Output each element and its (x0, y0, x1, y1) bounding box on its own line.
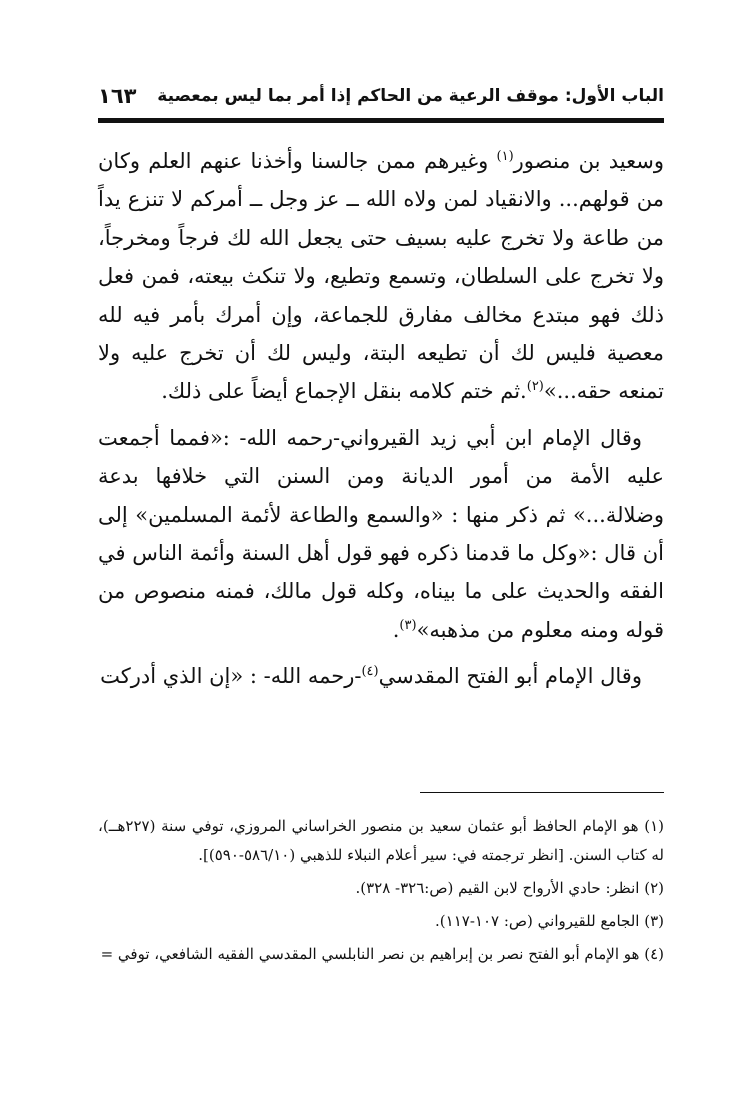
footnote-ref-2: (٢) (526, 379, 544, 395)
paragraph-1-text-a: وسعيد بن منصور (513, 149, 664, 173)
footnote-ref-3: (٣) (399, 617, 417, 633)
paragraph-2-text-a: وقال الإمام ابن أبي زيد القيرواني-رحمه الله- :«فمما أجمعت عليه الأمة من أمور الديانة ومن السنن التي خلافها بدعة وضلالة...» ثم ذكر منها : «والسمع والطاعة لأئمة المسلمين» إلى أن قال :«وكل ما قدمنا ذكره فهو قول أهل السنة وأئمة الناس في الفقه والحديث على ما بيناه، وكله قول مالك، فمنه منصوص من قوله ومنه معلوم من مذهبه» (98, 425, 664, 642)
paragraph-3 (98, 657, 664, 695)
footnote-ref-1: (١) (496, 149, 514, 164)
footnote-1 (98, 812, 664, 870)
footnote-2-mark: (٢) (644, 879, 664, 897)
paragraph-1-text-c: .ثم ختم كلامه بنقل الإجماع أيضاً على ذلك. (161, 379, 527, 404)
footnote-3 (98, 907, 664, 936)
footnote-4-text: هو الإمام أبو الفتح نصر بن إبراهيم بن نصر النابلسي المقدسي الفقيه الشافعي، توفي = (100, 945, 640, 963)
paragraph-3-text-b: -رحمه الله- : «إن الذي أدركت (100, 664, 362, 689)
main-text (98, 142, 664, 696)
footnote-ref-4: (٤) (361, 664, 379, 680)
header-rule (98, 118, 664, 123)
footnote-1-mark: (١) (644, 817, 664, 835)
footnote-4-mark: (٤) (644, 945, 664, 963)
footnote-3-mark: (٣) (644, 912, 664, 930)
footnote-2 (98, 874, 664, 903)
paragraph-1 (98, 142, 664, 411)
paragraph-2-text-b: . (392, 617, 400, 642)
footnotes (98, 812, 664, 969)
footnote-4 (98, 940, 664, 969)
paragraph-2 (98, 419, 664, 649)
paragraph-3-text-a: وقال الإمام أبو الفتح المقدسي (378, 664, 642, 689)
footnote-2-text: انظر: حادي الأرواح لابن القيم (ص:٣٢٦- ٣٢٨). (355, 879, 640, 897)
page-header (98, 84, 664, 114)
paragraph-1-text-b: وغيرهم ممن جالسنا وأخذنا عنهم العلم وكان من قولهم... والانقياد لمن ولاه الله ــ عز وجل ــ أمركم لا تنزع يداً من طاعة ولا تخرج عليه بسيف حتى يجعل الله لك فرجاً ومخرجاً، ولا تخرج على السلطان، وتسمع وتطيع، ولا تنكث بيعته، فمن فعل ذلك فهو مبتدع مخالف مفارق للجماعة، وإن أمرك بأمر فيه لله معصية فليس لك أن تطيعه البتة، وليس لك أن تخرج عليه ولا تمنعه حقه...» (98, 149, 664, 404)
footnote-separator (420, 792, 664, 793)
footnote-3-text: الجامع للقيرواني (ص: ١٠٧-١١٧). (435, 912, 640, 930)
chapter-title: الباب الأول: موقف الرعية من الحاكم إذا أمر بما ليس بمعصية (157, 86, 664, 106)
page-number: ١٦٣ (98, 84, 137, 108)
footnote-1-text: هو الإمام الحافظ أبو عثمان سعيد بن منصور الخراساني المروزي، توفي سنة (٢٢٧هــ)، له كتاب السنن. [انظر ترجمته في: سير أعلام النبلاء للذهبي (٥٨٦/١٠-٥٩٠)]. (98, 817, 664, 864)
